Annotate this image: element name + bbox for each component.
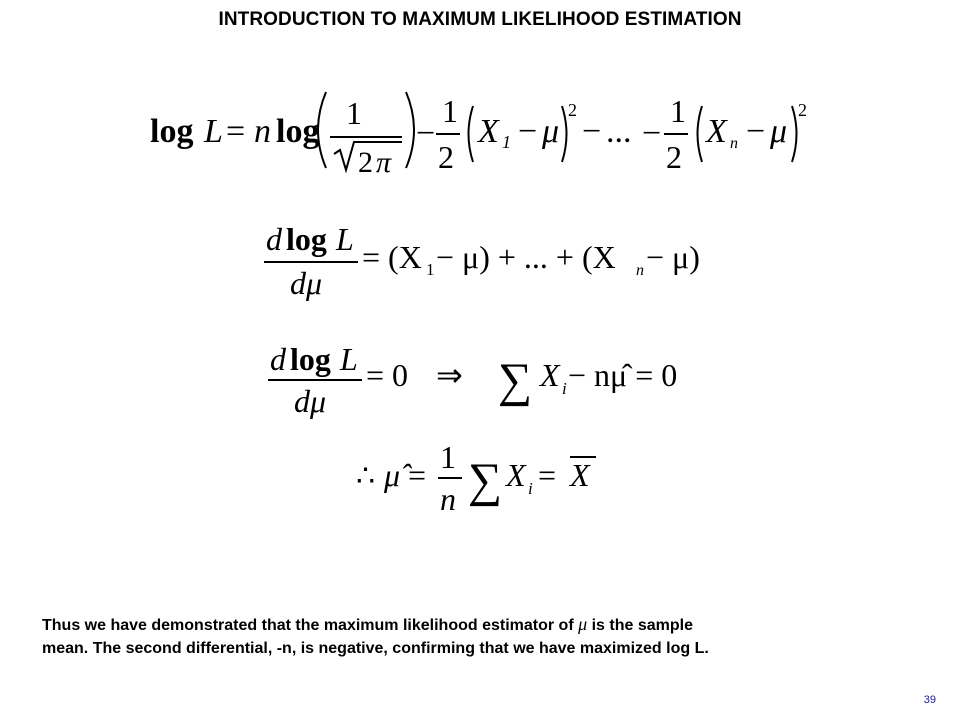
eq1-sub-n: n: [730, 135, 738, 152]
eq1-half-num: 1: [442, 93, 458, 129]
eq2-rhs-c: − μ): [646, 239, 700, 275]
eq1-minus4: −: [642, 115, 662, 152]
summary-line1-b: is the sample: [587, 617, 693, 634]
eq1-half2-den: 2: [666, 139, 682, 175]
eq1-sub-1: 1: [502, 132, 511, 152]
eq4-muhat: μ̂: [384, 457, 401, 493]
eq1-minus3: −: [582, 113, 602, 150]
eq2-rhs-a: = (X: [362, 239, 422, 275]
eq3-sigma: ∑: [498, 354, 533, 407]
eq3-d: d: [270, 341, 286, 377]
eq1-X1: X: [478, 113, 499, 150]
eq1-L: L: [204, 113, 223, 150]
eq1-two: 2: [358, 146, 373, 179]
equation-mle-result: [356, 438, 606, 518]
eq1-half2-num: 1: [670, 93, 686, 129]
eq2-dmu: dμ: [290, 265, 323, 301]
eq2-log: log: [286, 221, 327, 257]
eq1-equals: =: [226, 113, 246, 150]
eq1-Xn: X: [706, 113, 727, 150]
eq3-sub-i: i: [562, 379, 567, 398]
equation-first-order-condition: [266, 340, 706, 420]
eq2-sub-n: n: [636, 262, 644, 279]
eq2-rhs-b: − μ) + ... + (X: [436, 239, 616, 275]
eq1-frac-num: 1: [346, 95, 362, 131]
eq1-paren-close-1: [562, 106, 567, 162]
eq2-d: d: [266, 221, 282, 257]
eq4-equals: =: [408, 457, 427, 493]
eq1-n: n: [254, 113, 271, 150]
slide-title: INTRODUCTION TO MAXIMUM LIKELIHOOD ESTIMATION: [218, 9, 742, 30]
eq1-paren-open-1: [469, 106, 474, 162]
eq3-equals-zero: = 0: [366, 357, 409, 393]
eq1-log: log: [150, 113, 194, 150]
eq1-half-den: 2: [438, 139, 454, 175]
summary-mu: μ: [578, 614, 588, 634]
eq1-right-paren: [406, 92, 414, 168]
eq1-minus5: −: [746, 113, 766, 150]
summary-line2: mean. The second differential, -n, is negative, confirming that we have maximized log L.: [42, 640, 709, 657]
eq1-minus2: −: [518, 113, 538, 150]
eq1-dots: ...: [606, 113, 632, 150]
eq4-Xbar: X: [570, 457, 590, 493]
eq1-paren-open-2: [698, 106, 703, 162]
eq4-n: n: [440, 481, 456, 517]
eq3-X: X: [540, 357, 560, 393]
eq3-rest: − nμ̂ = 0: [568, 357, 678, 393]
eq1-minus: −: [416, 115, 436, 152]
eq4-one: 1: [440, 439, 456, 475]
page-number: 39: [923, 694, 936, 706]
eq4-sub-i: i: [528, 479, 533, 498]
eq2-sub-1: 1: [426, 260, 435, 279]
eq1-square-2: 2: [798, 100, 807, 120]
eq4-X: X: [506, 457, 526, 493]
summary-text: [42, 613, 922, 660]
eq3-L: L: [340, 341, 358, 377]
equation-derivative: [262, 218, 722, 302]
eq3-implies: ⇒: [436, 357, 463, 393]
eq4-equals-2: =: [538, 457, 557, 493]
eq3-log: log: [290, 341, 331, 377]
summary-line1-a: Thus we have demonstrated that the maximum likelihood estimator of: [42, 617, 579, 634]
eq1-square-1: 2: [568, 100, 577, 120]
eq1-log2: log: [276, 113, 320, 150]
eq1-paren-close-2: [792, 106, 797, 162]
eq1-mu2: μ: [770, 113, 788, 150]
equation-log-likelihood: [150, 82, 830, 182]
eq1-mu1: μ: [542, 113, 560, 150]
eq4-sigma: ∑: [468, 454, 503, 507]
eq3-dmu: dμ: [294, 383, 327, 419]
eq1-pi: π: [376, 146, 392, 179]
eq4-therefore: ∴: [356, 460, 376, 493]
eq2-L: L: [336, 221, 354, 257]
